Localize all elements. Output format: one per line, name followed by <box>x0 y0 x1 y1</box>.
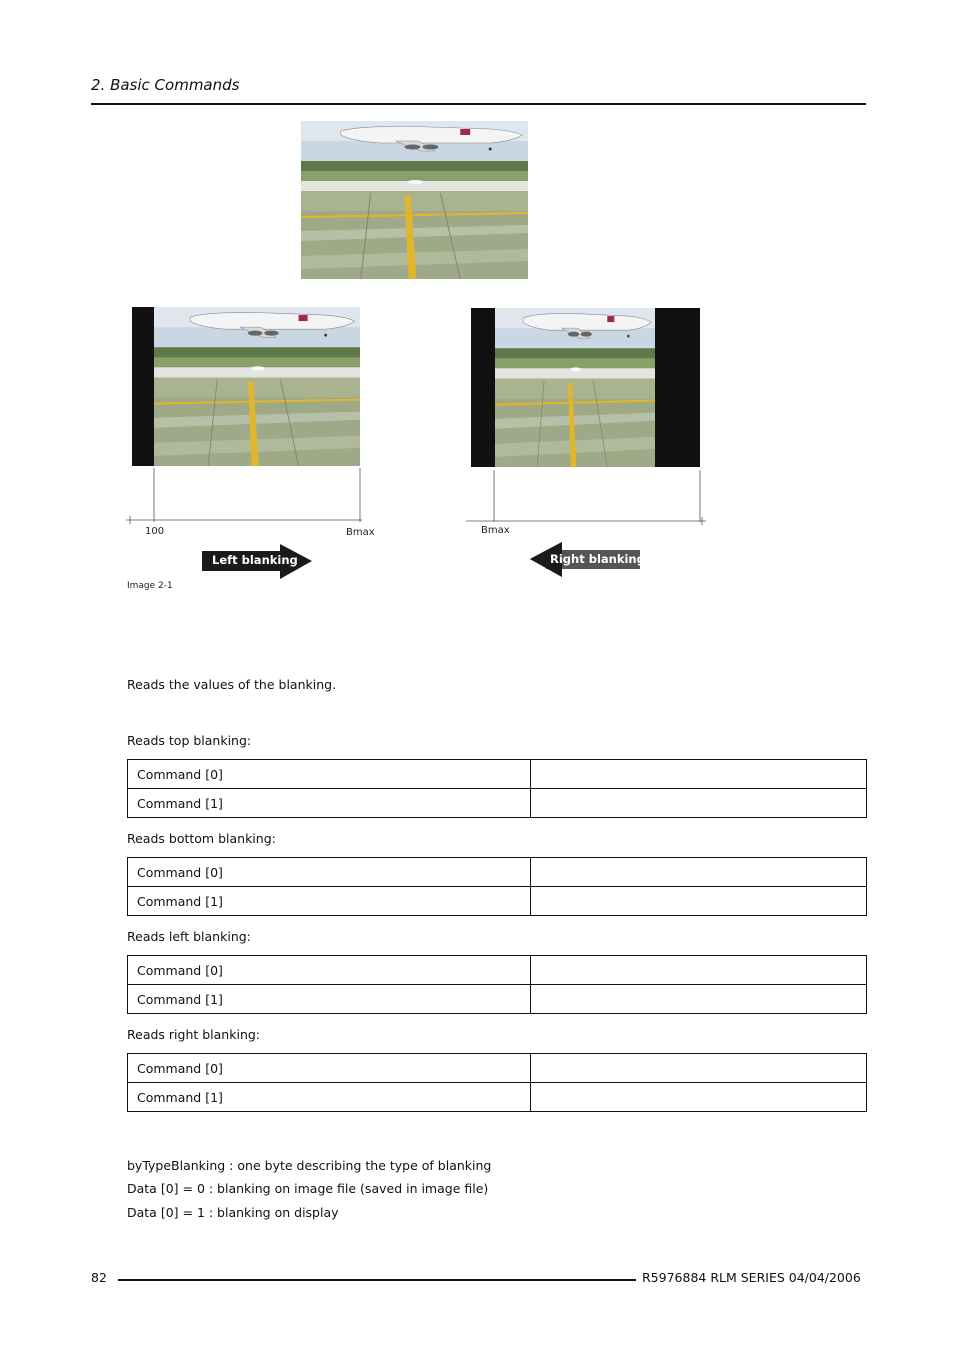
right-blanking-label: Reads right blanking: <box>127 1027 261 1042</box>
top-blanking-label: Reads top blanking: <box>127 733 252 748</box>
table-row <box>128 858 867 887</box>
right-blanking-table <box>127 1053 867 1112</box>
figure-caption: Image 2-1 <box>127 581 173 591</box>
airport-image-full <box>301 121 528 279</box>
left-blanking-table <box>127 955 867 1014</box>
right-blanking-arrow-label: Right blanking <box>550 552 645 566</box>
page-number: 82 <box>91 1270 107 1285</box>
table-cell <box>531 887 867 916</box>
table-cell <box>531 858 867 887</box>
top-blanking-table <box>127 759 867 818</box>
blanking-axes-diagram <box>120 460 720 590</box>
airport-image-right-blanked <box>495 308 655 467</box>
table-cell: Command [0] <box>128 956 531 985</box>
left-blank-bar <box>132 307 154 466</box>
axis-label-100: 100 <box>145 526 165 537</box>
table-cell <box>531 985 867 1014</box>
table-cell <box>531 956 867 985</box>
note-data0-0: Data [0] = 0 : blanking on image file (saved in image file) <box>127 1181 489 1196</box>
table-row <box>128 985 867 1014</box>
left-blanking-label: Reads left blanking: <box>127 929 251 944</box>
intro-text: Reads the values of the blanking. <box>127 677 337 692</box>
footer-rule <box>118 1279 636 1281</box>
table-cell <box>531 789 867 818</box>
right-blank-bar <box>655 308 700 467</box>
left-blank-bar-right-figure <box>471 308 495 467</box>
section-title: 2. Basic Commands <box>91 76 240 94</box>
table-row <box>128 760 867 789</box>
table-cell <box>531 1083 867 1112</box>
axis-label-bmax-right: Bmax <box>481 525 510 536</box>
table-cell <box>531 1054 867 1083</box>
header-rule <box>91 103 866 105</box>
table-cell <box>531 760 867 789</box>
table-cell: Command [1] <box>128 1083 531 1112</box>
table-row <box>128 887 867 916</box>
table-row <box>128 1054 867 1083</box>
table-row <box>128 1083 867 1112</box>
bottom-blanking-table <box>127 857 867 916</box>
table-cell: Command [0] <box>128 760 531 789</box>
table-cell: Command [1] <box>128 789 531 818</box>
table-row <box>128 789 867 818</box>
axis-label-bmax-left: Bmax <box>346 527 375 538</box>
document-reference: R5976884 RLM SERIES 04/04/2006 <box>642 1270 861 1285</box>
table-cell: Command [1] <box>128 887 531 916</box>
table-cell: Command [0] <box>128 858 531 887</box>
table-row <box>128 956 867 985</box>
bottom-blanking-label: Reads bottom blanking: <box>127 831 276 846</box>
note-bytypeblanking: byTypeBlanking : one byte describing the type of blanking <box>127 1158 492 1173</box>
table-cell: Command [0] <box>128 1054 531 1083</box>
airport-image-left-blanked <box>154 307 360 466</box>
table-cell: Command [1] <box>128 985 531 1014</box>
left-blanking-arrow-label: Left blanking <box>212 553 298 567</box>
note-data0-1: Data [0] = 1 : blanking on display <box>127 1205 339 1220</box>
